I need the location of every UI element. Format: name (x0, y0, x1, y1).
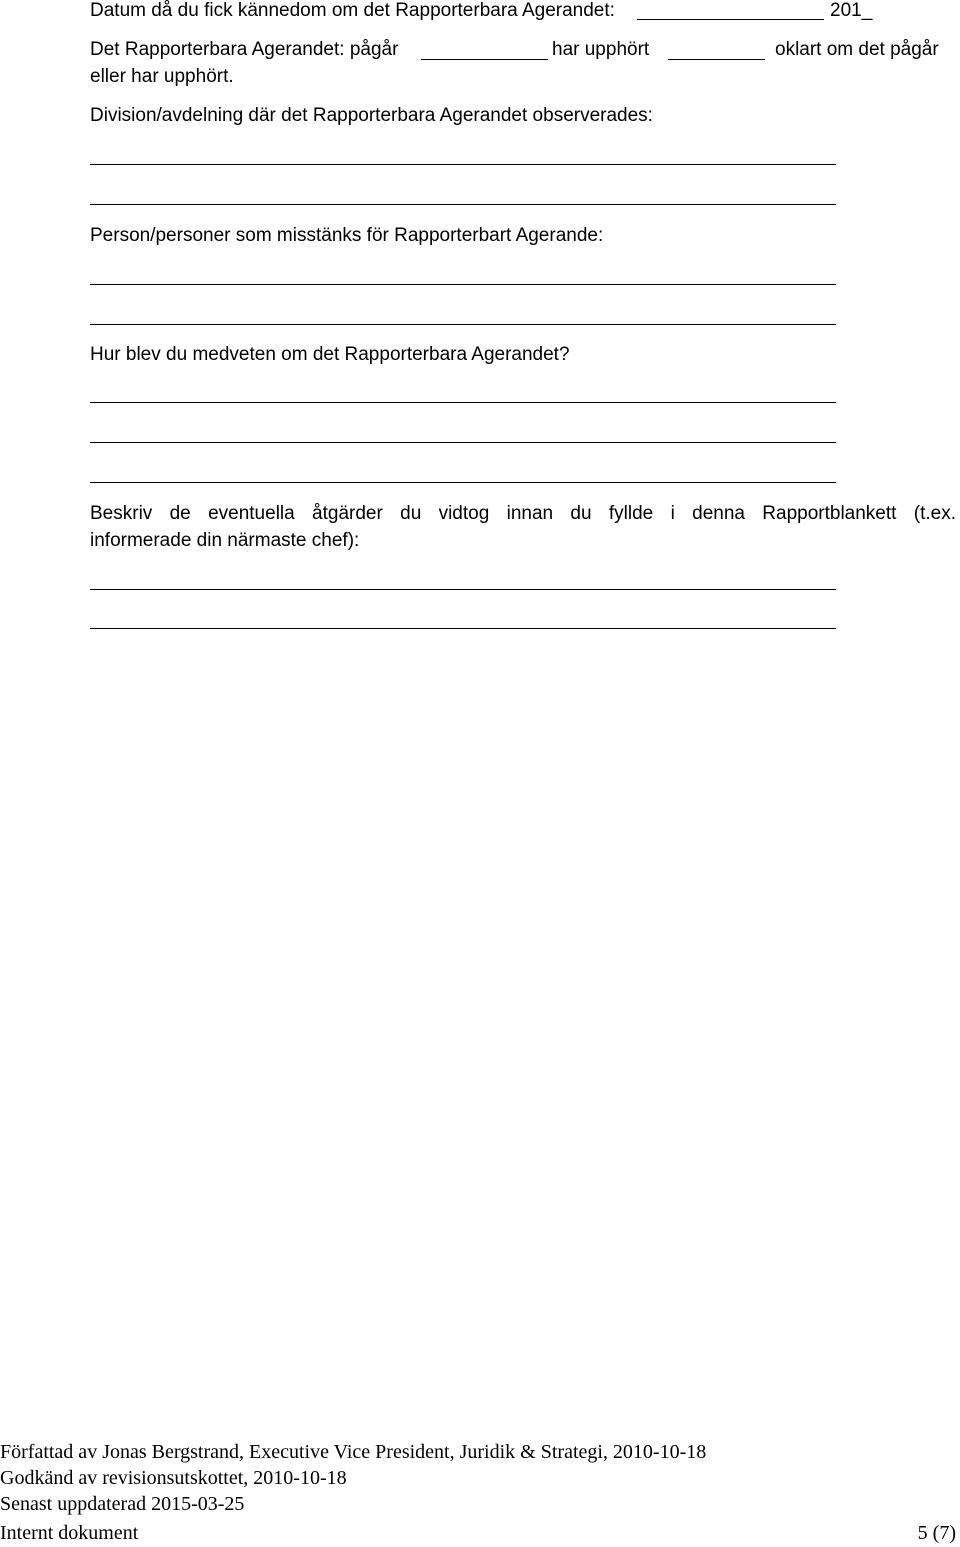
footer-updated: Senast uppdaterad 2015-03-25 (0, 1493, 245, 1515)
date-label: Datum då du fick kännedom om det Rapporterbara Agerandet: (90, 0, 615, 21)
awareness-label: Hur blev du medveten om det Rapporterbara Agerandet? (90, 344, 570, 365)
persons-answer-line-1[interactable] (90, 284, 836, 285)
persons-answer-line-2[interactable] (90, 324, 836, 325)
status-stopped-field-line[interactable] (668, 59, 765, 60)
division-answer-line-1[interactable] (90, 164, 836, 165)
status-unclear-label: oklart om det pågår (775, 39, 939, 60)
status-pagar-field-line[interactable] (421, 59, 548, 60)
footer-author: Författad av Jonas Bergstrand, Executive Vice President, Juridik & Strategi, 2010-10-18 (0, 1441, 707, 1463)
date-field-line[interactable] (637, 19, 824, 20)
persons-label: Person/personer som misstänks för Rapporterbart Agerande: (90, 225, 604, 246)
awareness-answer-line-2[interactable] (90, 442, 836, 443)
actions-answer-line-2[interactable] (90, 628, 836, 629)
page-number: 5 (7) (917, 1522, 956, 1544)
date-year: 201_ (830, 0, 873, 21)
division-label: Division/avdelning där det Rapporterbara Agerandet observerades: (90, 105, 653, 126)
actions-label-line1: Beskriv de eventuella åtgärder du vidtog innan du fyllde i denna Rapportblankett (t.ex. (90, 503, 956, 524)
actions-answer-line-1[interactable] (90, 589, 836, 590)
footer-classification: Internt dokument (0, 1522, 139, 1544)
status-line2: eller har upphört. (90, 66, 234, 87)
status-pagar-label: Det Rapporterbara Agerandet: pågår (90, 39, 399, 60)
division-answer-line-2[interactable] (90, 204, 836, 205)
footer-approved: Godkänd av revisionsutskottet, 2010-10-18 (0, 1467, 347, 1489)
status-stopped-label: har upphört (552, 39, 650, 60)
awareness-answer-line-1[interactable] (90, 402, 836, 403)
actions-label-line2: informerade din närmaste chef): (90, 530, 360, 551)
awareness-answer-line-3[interactable] (90, 482, 836, 483)
